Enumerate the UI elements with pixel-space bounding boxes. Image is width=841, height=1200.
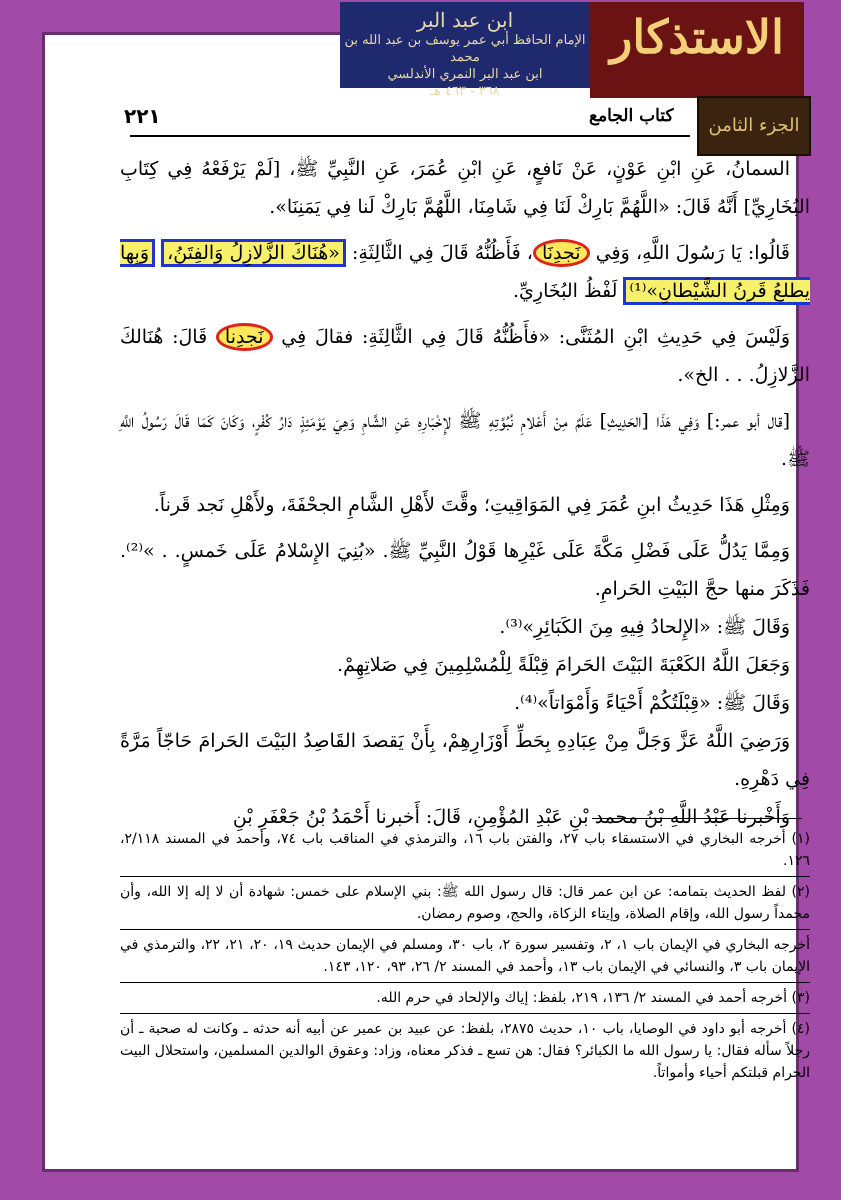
paragraph-7: وَقَالَ ﷺ: «الإِلحادُ فِيهِ مِنَ الكَبَائِرِ»⁽³⁾. xyxy=(499,616,790,638)
paragraph-5: وَمِثْلِ هَذَا حَدِيثُ ابنِ عُمَرَ فِي المَوَاقِيتِ؛ وقَّتَ لأَهْلِ الشَّامِ الجحْفَةَ، ولأَهْلِ نَجد قَرناً. xyxy=(153,494,790,516)
main-text xyxy=(120,150,810,836)
highlight-qarn: وَبِها يطلعُ قَرنُ الشَّيْطانِ»⁽¹⁾ xyxy=(120,239,810,305)
highlight-zalazil: «هُنَاكَ الزَّلازِلُ وَالفِتَنُ، xyxy=(161,239,346,267)
footnote-separator xyxy=(120,929,810,930)
p2-text-b: ، فَأَظُنُّهُ قَالَ فِي الثَّالِثَةِ: xyxy=(352,242,533,264)
footnote-3: (٣) أخرجه أحمد في المسند ٢/ ١٣٦، ٢١٩، بلفظ: إياك والإلحاد في حرم الله. xyxy=(376,990,810,1006)
footnote-separator xyxy=(120,982,810,983)
section-title: كتاب الجامع xyxy=(585,106,678,126)
footnote-rule xyxy=(592,818,802,819)
footnote-separator xyxy=(120,876,810,877)
author-full: الإمام الحافظ أبي عمر يوسف بن عبد الله بن محمد xyxy=(344,33,586,65)
paragraph-3 xyxy=(120,318,810,394)
paragraph-6: وَمِمَّا يَدُلُّ عَلَى فَضْلِ مَكَّةَ عَلَى غَيْرِها قَوْلُ النَّبِيِّ ﷺ. «بُنِيَ الإِسْلامُ عَلَى خَمسٍ. . »⁽²⁾. فَذَكَرَ منها حجَّ البَيْتِ الحَرامِ. xyxy=(120,540,810,600)
paragraph-9: وَقَالَ ﷺ: «قِبْلَتُكُمْ أَحْيَاءً وَأَمْوَاتاً»⁽⁴⁾. xyxy=(514,692,790,714)
paragraph-10: وَرَضِيَ اللَّهُ عَزَّ وَجَلَّ مِنْ عِبَادِهِ بِحَطِّ أَوْزَارِهِمْ، بِأَنْ يَقصدَ القَاصِدُ البَيْتَ الحَرامَ حَاجّاً مَرَّةً فِي دَهْرِهِ. xyxy=(120,730,810,790)
book-title: الاستذكار xyxy=(610,10,784,64)
footnote-2: (٢) لفظ الحديث بتمامه: عن ابن عمر قال: قال رسول الله ﷺ: بني الإسلام على خمس: شهادة أن لا إله إلا الله، وأن محمداً رسول الله، وإقام الصلاة، وإيتاء الزكاة، والحج، وصوم رمضان. xyxy=(120,884,810,922)
footnote-1: (١) أخرجه البخاري في الاستسقاء باب ٢٧، والفتن باب ١٦، والترمذي في المناقب باب ٧٤، وأحمد في المسند ٢/١١٨، ١٢٦. xyxy=(120,831,810,869)
author-name: ابن عبد البر xyxy=(416,8,514,32)
circled-word-najd-2: نَجدِنا xyxy=(216,323,273,351)
page-number: ٢٢١ xyxy=(120,104,165,128)
p2-text-a: قَالُوا: يَا رَسُولَ اللَّهِ، وَفِي xyxy=(595,242,791,264)
author-dates: ٣٦٨ - ٤٦٣ هـ xyxy=(430,84,500,99)
p2-text-c: لَفْظُ البُخَارِيِّ. xyxy=(512,280,618,302)
author-tail: ابن عبد البر النمري الأندلسي xyxy=(387,67,543,82)
circled-word-najd: نَجدِنَا xyxy=(533,239,590,267)
volume-badge: الجزء الثامن xyxy=(697,96,811,156)
p3-text-b: قَالَ: هُنَالكَ الزَّلازِلُ. . . الخ». xyxy=(120,326,810,386)
paragraph-8: وَجَعَلَ اللَّهُ الكَعْبَةَ البَيْتَ الحَرامَ قِبْلَةً لِلْمُسْلِمِينَ فِي صَلاتِهِمْ. xyxy=(337,654,790,676)
p3-text-a: وَلَيْسَ فِي حَدِيثِ ابْنِ المُثَنَّى: «فأَظُنُّهُ قَالَ فِي الثَّالِثَةِ: فقالَ فِي xyxy=(281,326,791,348)
title-banner xyxy=(590,2,804,98)
paragraph-4: [قال أبو عمر:] وَفِي هَذَا [الحَدِيثِ] عَلَمٌ مِنْ أَعْلامِ نُبُوَّتِهِ ﷺ لإِخْبَارِهِ عَنِ الشَّامِ وَهِيَ يَوْمَئِذٍ دَارُ كُفْرٍ، وَكَانَ كَمَا قَالَ رَسُولُ اللَّهِ ﷺ. xyxy=(120,410,810,470)
paragraph-2 xyxy=(120,234,810,310)
author-banner xyxy=(340,2,590,99)
footnote-2b: أخرجه البخاري في الإيمان باب ١، ٢، وتفسير سورة ٢، باب ٣٠، ومسلم في الإيمان حديث ١٩، ٢٠، ٢١، ٢٢، والترمذي في الإيمان باب ٣، والنسائي في الإيمان باب ١٣، وأحمد في المسند ٢/ ٢٦، ٩٣، ١٢٠، ١٤٣. xyxy=(120,937,811,975)
paragraph-11: وَأَخْبرنا عَبْدُ اللَّهِ بْنُ محمد بْنِ عَبْدِ المُؤْمِنِ، قَالَ: أَخبرنا أَحْمَدُ بْنُ جَعْفَرِ بْنِ xyxy=(232,806,790,828)
footnote-4: (٤) أخرجه أبو داود في الوصايا، باب ١٠، حديث ٢٨٧٥، بلفظ: عن عبيد بن عمير عن أبيه أنه حدثه ـ وكانت له صحبة ـ أن رجلاً سأله فقال: يا رسول الله ما الكبائر؟ فقال: هن تسع ـ فذكر معناه، وزاد: وعقوق الوالدين المسلمين، واستحلال البيت الحرام قبلتكم أحياء وأمواتاً. xyxy=(120,1021,810,1081)
paragraph-1: السمانُ، عَنِ ابْنِ عَوْنٍ، عَنْ نَافعٍ، عَنِ ابْنِ عُمَرَ، عَنِ النَّبِيِّ ﷺ، [لَمْ يَرْفَعْهُ فِي كِتَابِ البُخَارِيِّ] أَنَّهُ قَالَ: «اللَّهُمَّ بَارِكْ لَنَا فِي شَامِنَا، اللَّهُمَّ بَارِكْ لَنا فِي يَمَنِنَا». xyxy=(120,158,810,218)
footnotes xyxy=(120,828,810,1088)
footnote-separator xyxy=(120,1013,810,1014)
